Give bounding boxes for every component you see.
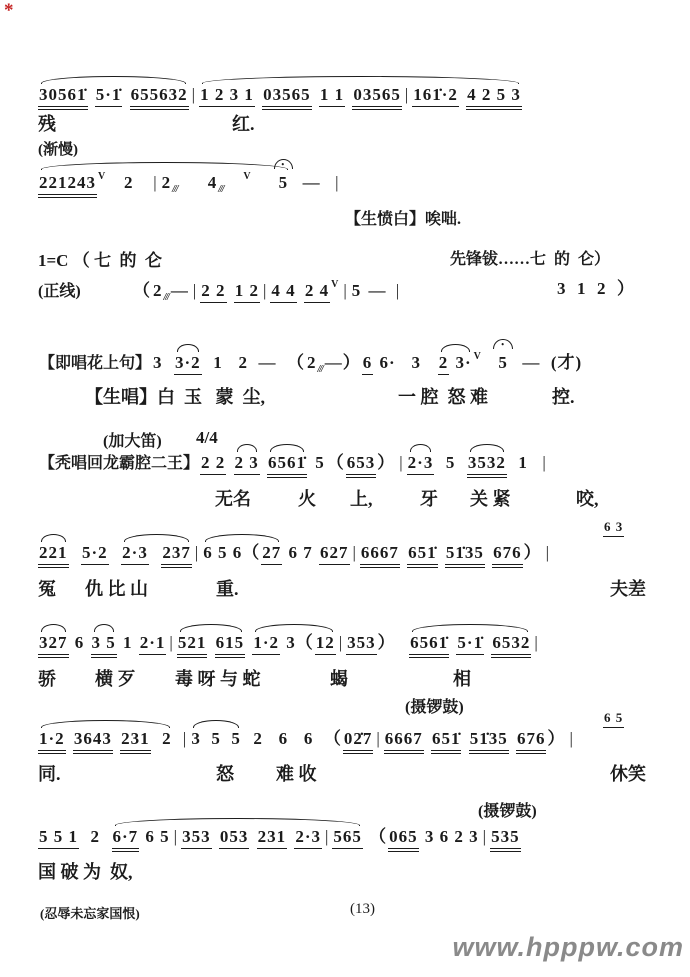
notation-segment [38, 170, 342, 198]
note-token [449, 632, 456, 654]
note-group [112, 826, 363, 852]
note-token [225, 172, 243, 194]
bar-line: | [173, 827, 179, 846]
note-token [307, 452, 314, 474]
notation-segment [38, 84, 522, 110]
note-token: 6·7 [112, 826, 140, 852]
note-token: 2 2 [200, 280, 226, 303]
note-token: 1·2 [252, 632, 280, 655]
bar-line: | [352, 543, 357, 562]
note-token: 1 2 — （ [202, 353, 305, 372]
text-segment: 咬, [576, 489, 599, 509]
note-token: $2_{///}$ [306, 353, 323, 375]
note-group [234, 452, 260, 475]
text-segment: 同. [38, 764, 61, 784]
bar-line: | [192, 281, 198, 300]
note-token: 651̇ [407, 542, 438, 568]
note-token: 2 2 [200, 452, 226, 475]
note-token: ） [377, 633, 396, 652]
note-token [226, 452, 233, 474]
note-group [38, 84, 189, 110]
note-token: 6 [362, 352, 374, 375]
note-token: 676 [516, 728, 547, 754]
slur-arc [41, 720, 170, 728]
note-token: 5 [351, 281, 362, 300]
note-group [38, 632, 69, 658]
note-token [424, 728, 431, 750]
slur-arc [441, 344, 470, 352]
note-group [190, 728, 242, 750]
role-label: 【秃唱回龙霸腔二王】 [39, 455, 200, 472]
note-token: （ [363, 827, 388, 846]
note-token: 1 2 [234, 280, 260, 303]
note-token: 3 5 [91, 632, 117, 658]
text-segment: 先锋钹……七 的 仑） [450, 251, 611, 268]
notation-segment [603, 519, 624, 537]
notation-segment [38, 728, 577, 754]
text-segment: 夫差 [610, 579, 646, 599]
note-token: 6561̇ [409, 632, 449, 658]
note-token: 2 [108, 173, 150, 192]
note-token: 2·1 [139, 632, 167, 655]
slur-arc [205, 534, 279, 542]
note-token: 521 [177, 632, 208, 658]
text-segment: 休笑 [610, 764, 646, 784]
note-group [202, 542, 282, 565]
slur-arc [41, 534, 66, 542]
notation-segment [132, 278, 403, 304]
note-token: 1 [117, 633, 138, 652]
text-segment: (渐慢) [38, 142, 78, 158]
text-segment: 【生唱】白 玉 蒙 尘, [85, 387, 265, 407]
note-token: 51̇35 [445, 542, 485, 568]
note-token: 3 6 2 3 [419, 827, 479, 846]
lyrics-line-7 [0, 665, 690, 695]
note-token: （ [326, 453, 345, 472]
note-token: 231 [120, 728, 151, 754]
note-group [467, 452, 507, 478]
notation-segment [603, 710, 624, 728]
slur-arc [410, 444, 432, 452]
lyrics-line-9 [0, 858, 690, 888]
watermark-url: www.hpppw.com [452, 932, 684, 962]
note-token: 2 [438, 352, 450, 375]
note-token: 2 4 [304, 280, 330, 303]
note-group [38, 728, 173, 754]
bar-line: | [191, 85, 197, 104]
note-token [88, 84, 95, 106]
note-token: 2 6 6 （ [242, 729, 342, 748]
note-token: 2·3 [407, 452, 435, 475]
note-token: 5 • [495, 352, 511, 374]
note-token [122, 84, 129, 106]
text-segment: 火 [298, 489, 316, 509]
notation-segment [556, 278, 636, 300]
note-token [207, 632, 214, 654]
bar-line: | [376, 729, 381, 748]
note-token: 5 5 1 [38, 826, 79, 849]
note-token [483, 352, 496, 374]
bar-line: | [569, 729, 574, 748]
note-token [287, 826, 294, 848]
note-token: 535 [490, 826, 521, 852]
note-token: 065 [388, 826, 419, 852]
notation-segment [38, 350, 583, 376]
lyrics-line-8 [0, 760, 690, 790]
slur-arc [237, 444, 257, 452]
note-token: 653 [346, 452, 377, 478]
slur-arc [41, 76, 186, 84]
slur-arc [177, 344, 199, 352]
note-token: 353 [346, 632, 377, 655]
staff-line-8 [0, 728, 690, 758]
note-token: 5·2 [81, 542, 109, 565]
bar-line: | [325, 827, 330, 846]
note-token [113, 728, 120, 750]
note-token: — [292, 173, 332, 192]
note-token [212, 826, 219, 848]
note-group [438, 352, 473, 375]
slur-arc [270, 444, 304, 452]
bar-line: | [482, 827, 488, 846]
note-token [253, 172, 276, 194]
note-token: 3·2 [174, 352, 202, 375]
slur-arc [41, 162, 288, 170]
footer-note: (忍辱未忘家国恨) [40, 906, 140, 921]
note-token [312, 84, 319, 106]
note-token: 2 3 [234, 452, 260, 475]
text-segment: 毒 呀 与 蛇 [175, 669, 261, 689]
note-token: 6 5 [140, 827, 170, 846]
note-token [227, 280, 234, 302]
note-token: 12 [315, 632, 336, 655]
note-token [249, 826, 256, 848]
text-segment: 红. [232, 114, 255, 134]
text-segment: (摄锣鼓) [405, 699, 464, 716]
note-group [407, 452, 435, 475]
note-token: 3 5 5 [191, 729, 241, 748]
text-segment: (正线) [38, 283, 81, 300]
note-token: 30561̇ [38, 84, 88, 110]
text-segment: 国 破 为 奴, [38, 862, 133, 882]
note-token: 6532 [491, 632, 531, 658]
text-segment: 残 [38, 114, 56, 134]
note-token [400, 542, 407, 564]
note-token: — [363, 281, 392, 300]
note-token: V [98, 171, 107, 182]
slur-arc [255, 624, 332, 632]
note-token: 2·3 [294, 826, 322, 849]
note-token: 6561̇ [267, 452, 307, 478]
note-token: 5·1̇ [95, 84, 123, 107]
note-token: 6 5 [603, 710, 624, 728]
bar-line: | [335, 173, 340, 192]
key-signature-line [0, 246, 690, 276]
tremolo-marks: /// [172, 184, 178, 195]
note-token [397, 632, 410, 654]
note-token: 6· 3 [374, 353, 437, 372]
speech-label [0, 206, 690, 236]
role-label: 【即唱花上句】 [39, 355, 152, 372]
note-token: 161̇·2 [412, 84, 459, 107]
text-segment: 怒 [216, 764, 234, 784]
lyrics-line-1 [0, 110, 690, 140]
bar-line: | [399, 453, 404, 472]
text-segment: 控. [552, 387, 575, 407]
note-token: $2_{///}$ [161, 173, 178, 195]
note-token: 27 [261, 542, 282, 565]
staff-line-6 [0, 542, 690, 572]
staff-line-5 [0, 452, 690, 482]
staff-line-7 [0, 632, 690, 662]
page-number: (13) [350, 901, 375, 917]
text-segment: 重. [216, 579, 239, 599]
note-token [297, 280, 304, 302]
staff-line-4 [0, 350, 690, 380]
red-corner-mark: * [4, 0, 14, 21]
note-token [485, 542, 492, 564]
note-group [91, 632, 117, 658]
note-token: 565 [332, 826, 363, 849]
note-group [267, 452, 307, 478]
bar-line: | [153, 173, 158, 192]
staff-line-2 [0, 170, 690, 200]
slur-arc [202, 76, 519, 84]
bar-line: | [343, 281, 348, 300]
note-token: $4_{///}$ [207, 173, 224, 195]
slur-arc [412, 624, 528, 632]
note-token: 5·1̇ [456, 632, 484, 655]
text-segment: 难 收 [276, 764, 317, 784]
note-token: ） [547, 729, 566, 748]
note-token: 3（ [281, 633, 314, 652]
bar-line: | [263, 281, 268, 300]
text-segment: 一 腔 怒 难 [398, 387, 488, 407]
note-group [121, 542, 192, 568]
notation-segment [38, 632, 542, 658]
note-token: 221243 [38, 172, 97, 198]
note-token [66, 728, 73, 750]
text-segment: 横 歹 [95, 669, 136, 689]
note-token: 1 1 [319, 84, 345, 107]
note-token: 231 [257, 826, 288, 849]
bar-line: | [542, 453, 547, 472]
text-segment: 【生愤白】唉咄. [345, 211, 462, 228]
staff-line-3 [0, 278, 690, 308]
note-token [260, 452, 267, 474]
text-segment: (摄锣鼓) [478, 803, 537, 820]
lyrics-line-5 [0, 485, 690, 515]
note-token: 3643 [73, 728, 113, 754]
notation-segment [38, 542, 553, 568]
note-token [173, 728, 180, 750]
note-token: 6 5 6（ [203, 543, 261, 562]
note-group [38, 542, 69, 568]
note-token: V [331, 279, 340, 290]
note-token: —） [324, 353, 361, 372]
staff-line-9 [0, 826, 690, 856]
bar-line: | [169, 633, 174, 652]
note-group [199, 84, 522, 110]
note-token: 6667 [384, 728, 424, 754]
note-token: 03565 [352, 84, 402, 110]
note-group [38, 170, 291, 198]
note-token: $2_{///}$ [153, 281, 169, 303]
tremolo-marks: /// [163, 292, 169, 303]
slur-arc [124, 534, 189, 542]
bar-line: | [395, 281, 401, 300]
note-token: 353 [181, 826, 212, 849]
bar-line: | [545, 543, 551, 562]
bar-line: | [182, 729, 188, 748]
text-segment: 无名 [215, 489, 251, 509]
note-token [459, 84, 466, 106]
tremolo-marks: /// [218, 184, 224, 195]
notation-segment [38, 826, 521, 852]
notation-segment [38, 452, 550, 478]
note-token: — (才) [511, 353, 583, 372]
note-token [484, 632, 491, 654]
slur-arc [193, 720, 239, 728]
text-segment: 4/4 [196, 428, 218, 447]
note-token: 651̇ [431, 728, 462, 754]
note-token [178, 172, 206, 194]
slur-arc [470, 444, 504, 452]
note-token: V [243, 171, 252, 182]
note-token: 4 2 5 3 [466, 84, 522, 110]
note-group [409, 632, 531, 658]
note-token [255, 84, 262, 106]
note-token: 1 2 3 1 [199, 84, 255, 107]
text-segment: 相 [453, 669, 471, 689]
note-group [174, 352, 202, 375]
text-segment: 蝎 [330, 669, 348, 689]
text-segment: 仇 比 山 [85, 579, 148, 599]
note-token: 615 [215, 632, 246, 658]
note-token: 51̇35 [469, 728, 509, 754]
note-token: ） [377, 453, 396, 472]
note-token: 327 [38, 632, 69, 658]
note-token: 6 [69, 633, 90, 652]
note-token [438, 542, 445, 564]
note-token [69, 542, 82, 564]
note-token: 1·2 [38, 728, 66, 754]
note-token [345, 84, 352, 106]
text-segment: (加大笛) [103, 433, 162, 450]
note-token: 676 [492, 542, 523, 568]
text-segment: 牙 [420, 489, 438, 509]
note-token: 5 [435, 453, 466, 472]
note-group [252, 632, 335, 655]
text-segment: 1=C （ 七 的 仑 [38, 251, 162, 270]
note-token: 3· [450, 353, 472, 372]
note-token: 5 • [276, 172, 292, 194]
note-token: 02̇7 [343, 728, 374, 754]
note-token: 2·3 [121, 542, 149, 565]
text-segment: 上, [350, 489, 373, 509]
note-token [109, 542, 122, 564]
text-segment: 骄 [38, 669, 56, 689]
note-token [509, 728, 516, 750]
note-token: 3 [153, 353, 174, 372]
note-token: 6667 [360, 542, 400, 568]
note-token [245, 632, 252, 654]
tremolo-marks: /// [317, 364, 323, 375]
bar-line: | [534, 633, 539, 652]
note-token: 1 [507, 453, 539, 472]
note-token: ） [523, 543, 542, 562]
note-token: 237 [161, 542, 192, 568]
note-token: 2 [151, 729, 172, 748]
slur-arc [115, 818, 360, 826]
note-token: 4 4 [270, 280, 296, 303]
note-token: 5 [315, 453, 325, 472]
note-token [461, 728, 468, 750]
note-token [149, 542, 162, 564]
lyrics-line-4 [0, 383, 690, 413]
bar-line: | [338, 633, 344, 652]
note-token: 6 7 [283, 543, 318, 562]
note-token: V [473, 351, 482, 362]
note-token: 655632 [130, 84, 189, 110]
note-token: 053 [219, 826, 250, 849]
note-token: 6 3 [603, 519, 624, 537]
slur-arc [41, 624, 66, 632]
slur-arc [94, 624, 114, 632]
text-segment: 冤 [38, 579, 56, 599]
note-group [177, 632, 245, 658]
note-token: — [170, 281, 189, 300]
note-token: （ [133, 281, 151, 300]
note-token: 221 [38, 542, 69, 568]
bar-line: | [194, 543, 200, 562]
bar-line: | [404, 85, 410, 104]
note-token: 3532 [467, 452, 507, 478]
text-segment: 关 紧 [470, 489, 511, 509]
slur-arc [180, 624, 242, 632]
note-token: 3 1 2 ） [557, 279, 635, 298]
lyrics-line-6 [0, 575, 690, 605]
note-token: 2 [80, 827, 111, 846]
note-token: 627 [319, 542, 350, 565]
note-token: 03565 [262, 84, 312, 110]
